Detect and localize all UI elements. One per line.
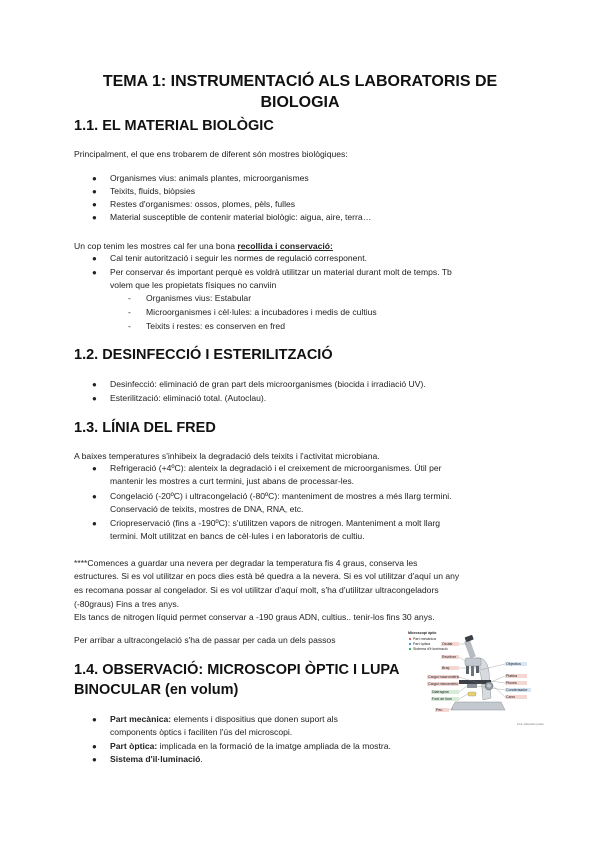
list-item: Refrigeració (+4ºC): alenteix la degradació i el creixement de microorganismes. Útil per (110, 463, 442, 473)
list-item: Congelació (-20ºC) i ultracongelació (-80ºC): manteniment de mostres a més llarg termini. (110, 491, 452, 501)
list-item: Restes d'organismes: ossos, plomes, pèls, fulles (110, 199, 296, 209)
list-item: Part òptica: implicada en la formació de la imatge ampliada de la mostra. (110, 741, 391, 751)
list-item: Material susceptible de contenir material biològic: aigua, aire, terra… (110, 212, 372, 222)
figure-label: Condensador (506, 688, 528, 693)
bullet-marker: ● (92, 492, 97, 501)
objective (471, 666, 474, 676)
list-item: Teixits, fluids, biòpsies (110, 186, 196, 196)
list-item: Organismes vius: animals plantes, microorganismes (110, 173, 309, 183)
list-item: Sistema d'il·luminació. (110, 754, 203, 764)
dash-marker: - (128, 293, 131, 303)
microscope-figure (405, 628, 544, 728)
bullet-marker: ● (92, 755, 97, 764)
legend-dot (409, 643, 411, 645)
list-item: Esterilització: eliminació total. (Autoclau). (110, 393, 267, 403)
note-line: (-80graus) Fins a tres anys. (74, 599, 180, 609)
bullet-marker: ● (92, 464, 97, 473)
legend-dot (409, 638, 411, 640)
figure-label: Peu (436, 708, 443, 713)
figure-label: Braç (442, 666, 450, 671)
figure-label: Ocular (442, 642, 453, 647)
paragraph-intro: Principalment, el que ens trobarem de diferent són mostres biològiques: (74, 149, 348, 159)
revolving-nosepiece (465, 658, 481, 666)
heading-linia-fred: 1.3. LÍNIA DEL FRED (74, 420, 216, 436)
objective (476, 666, 479, 673)
figure-label: Diafragma (432, 690, 449, 695)
list-item-continuation: components òptics i faciliten l'ús del microscopi. (110, 727, 293, 737)
light-source (468, 692, 476, 696)
note-line: es recomana possar al congelador. Si es vol utilitzar d'aquí molt, s'ha d'utilitzar ultracongeladors (74, 585, 439, 595)
figure-label: Carro (506, 695, 515, 700)
list-item: Part mecànica: elements i dispositius que donen suport als (110, 714, 338, 724)
heading-observacio: 1.4. OBSERVACIÓ: MICROSCOPI ÒPTIC I LUPA BINOCULAR (en volum) (74, 662, 400, 698)
sub-list-item: Microorganismes i cèl·lules: a incubadores i medis de cultius (146, 307, 377, 317)
list-item: Criopreservació (fins a -190ºC): s'utilitzen vapors de nitrogen. Manteniment a molt llarg (110, 518, 441, 528)
list-item-continuation: mantenir les mostres a curt termini, just abans de processar-les. (110, 476, 355, 486)
bullet-marker: ● (92, 268, 97, 277)
note-line: Els tancs de nitrogen líquid permet conservar a -190 graus ADN, cultius.. tenir-los fins 30 anys. (74, 612, 435, 622)
legend-dot (409, 648, 411, 650)
bullet-marker: ● (92, 200, 97, 209)
bullet-marker: ● (92, 254, 97, 263)
list-item-continuation: termini. Molt utilitzat en bancs de cèl·lules i en laboratoris de cultiu. (110, 531, 365, 541)
figure-label: Objectius (506, 662, 521, 667)
bullet-marker: ● (92, 174, 97, 183)
paragraph-recollida: Un cop tenim les mostres cal fer una bona recollida i conservació: (74, 241, 333, 251)
figure-title: Microscopi òptic (408, 631, 437, 635)
bullet-marker: ● (92, 519, 97, 528)
bullet-marker: ● (92, 715, 97, 724)
list-item-continuation: Conservació de teixits, mostres de DNA, RNA, etc. (110, 504, 304, 514)
list-item: Cal tenir autorització i seguir les normes de regulació corresponent. (110, 253, 367, 263)
list-item: Per conservar és important perquè es voldrà utilitzar un material durant molt de temps. Tb (110, 267, 452, 277)
figure-label: Cargol micromètric (428, 682, 459, 687)
note-line: estructures. Si es vol utilitzar en pocs dies està bé quedra a la nevera. Si es vol utilitzar d'aquí un any (74, 571, 460, 581)
document-title: TEMA 1: INSTRUMENTACIÓ ALS LABORATORIS DE BIOLOGIA (102, 73, 498, 111)
paragraph-passos: Per arribar a ultracongelació s'ha de passar per cada un dels passos (74, 635, 336, 645)
figure-label: Font de llum (432, 697, 452, 702)
dash-marker: - (128, 321, 131, 331)
objective (466, 666, 469, 674)
sub-list-item: Organismes vius: Estabular (146, 293, 252, 303)
bullet-marker: ● (92, 187, 97, 196)
condenser (467, 684, 477, 688)
bullet-marker: ● (92, 213, 97, 222)
sub-list-item: Teixits i restes: es conserven en fred (146, 321, 285, 331)
heading-desinfeccio: 1.2. DESINFECCIÓ I ESTERILITZACIÓ (74, 347, 333, 363)
heading-material-biologic: 1.1. EL MATERIAL BIOLÒGIC (74, 118, 274, 134)
figure-label: Revòlver (442, 655, 457, 660)
recollida-emphasis: recollida i conservació: (237, 241, 333, 251)
figure-note: Font: elaboració pròpia (517, 723, 544, 726)
legend-label: Part òptica (413, 642, 431, 647)
figure-label: Cargol macromètric (428, 675, 460, 680)
paragraph-baixes-temperatures: A baixes temperatures s'inhibeix la degradació dels teixits i l'activitat microbiana. (74, 451, 380, 461)
legend-label: Part mecànica (413, 637, 436, 642)
bullet-marker: ● (92, 394, 97, 403)
figure-label: Pinces (506, 681, 517, 686)
figure-label: Platina (506, 674, 517, 679)
list-item-continuation: volem que les propietats físiques no canviin (110, 280, 277, 290)
bullet-marker: ● (92, 742, 97, 751)
list-item: Desinfecció: eliminació de gran part dels microorganismes (biocida i irradiació UV). (110, 379, 426, 389)
dash-marker: - (128, 307, 131, 317)
legend-label: Sistema d'il·luminació (413, 647, 448, 652)
note-line: ****Comences a guardar una nevera per degradar la temperatura fis 4 graus, conserva les (74, 558, 418, 568)
bullet-marker: ● (92, 380, 97, 389)
base (451, 702, 505, 710)
